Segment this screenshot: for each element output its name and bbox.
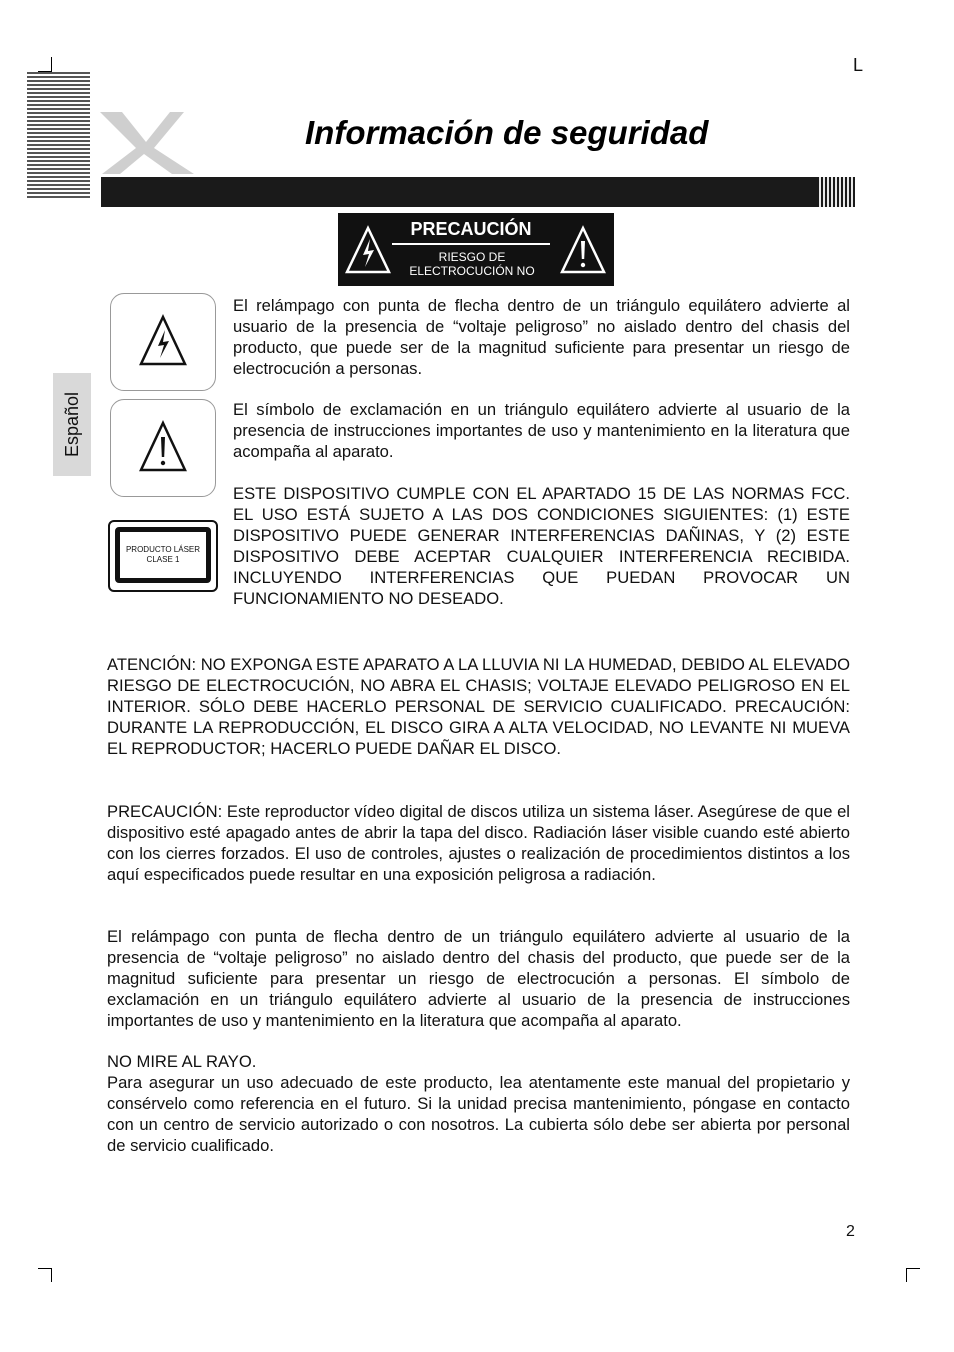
ray-paragraph: Para asegurar un uso adecuado de este producto, lea atentamente este manual del propietario y consérvelo como referencia en el futuro. Si la unidad precisa mantenimiento, póngase en contacto con un centro de servicio autorizado o con nosotros. La cubierta sólo debe ser abierta por personal de servicio cualificado. bbox=[107, 1073, 850, 1155]
laser-class-label bbox=[108, 520, 218, 592]
symbols-paragraph: El relámpago con punta de flecha dentro de un triángulo equilátero advierte al usuario de la presencia de “voltaje peligroso” no aislado dentro del chasis del producto, que puede ser de la magnitud suficiente para presentar un riesgo de electrocución a personas. El símbolo de exclamación en un triángulo equilátero advierte al usuario de la presencia de instrucciones importantes de uso y mantenimiento en la literatura que acompaña al aparato. bbox=[107, 927, 850, 1030]
page-number: 2 bbox=[846, 1223, 855, 1240]
fcc-paragraph: ESTE DISPOSITIVO CUMPLE CON EL APARTADO 15 DE LAS NORMAS FCC. EL USO ESTÁ SUJETO A LAS DOS CONDICIONES SIGUIENTES: (1) ESTE DISPOSITIVO PUEDE GENERAR INTERFERENCIAS DAÑINAS, Y (2) ESTE DISPOSITIVO DEBE ACEPTAR CUALQUIER INTERFERENCIA RECIBIDA. INCLUYENDO INTERFERENCIAS QUE PUEDAN PROVOCAR UN FUNCIONAMIENTO NO DESEADO. bbox=[233, 484, 850, 608]
exclamation-symbol-box bbox=[110, 399, 216, 497]
title-bar bbox=[101, 177, 855, 207]
crop-mark-bottom-right-v bbox=[906, 1268, 907, 1282]
title-bar-pattern bbox=[819, 177, 855, 207]
brand-stripes bbox=[27, 72, 90, 200]
exclamation-triangle-icon bbox=[138, 420, 188, 474]
attention-paragraph: ATENCIÓN: NO EXPONGA ESTE APARATO A LA LLUVIA NI LA HUMEDAD, DEBIDO AL ELEVADO RIESGO DE ELECTROCUCIÓN, NO ABRA EL CHASIS; VOLTAJE ELEVADO PELIGROSO EN EL INTERIOR. SÓLO DEBE HACERLO PERSONAL DE SERVICIO CUALIFICADO. PRECAUCIÓN: DURANTE LA REPRODUCCIÓN, EL DISCO GIRA A ALTA VELOCIDAD, NO LEVANTE NI MUEVA EL REPRODUCTOR; HACERLO PUEDE DAÑAR EL DISCO. bbox=[107, 655, 850, 758]
caution-subtext: RIESGO DE ELECTROCUCIÓN NO bbox=[409, 250, 535, 278]
lightning-symbol-box bbox=[110, 293, 216, 391]
ray-section bbox=[107, 1051, 850, 1156]
lightning-triangle-icon bbox=[345, 225, 391, 275]
caution-label bbox=[338, 213, 614, 286]
caution-heading: PRECAUCIÓN bbox=[410, 219, 532, 239]
caution-rule bbox=[392, 243, 550, 245]
page-title: Información de seguridad bbox=[305, 114, 709, 151]
laser-caution-paragraph: PRECAUCIÓN: Este reproductor vídeo digital de discos utiliza un sistema láser. Asegúrese de que el dispositivo esté apagado antes de abrir la tapa del disco. Radiación láser visible cuando esté abierto con los cierres forzados. El uso de controles, ajustes o realización de procedimientos distintos a los aquí especificados puede resultar en una exposición peligrosa a radiación. bbox=[107, 802, 850, 884]
crop-mark-bottom-right-h bbox=[906, 1268, 920, 1269]
exclamation-paragraph: El símbolo de exclamación en un triángulo equilátero advierte al usuario de la presencia de instrucciones importantes de uso y mantenimiento en la literatura que acompaña al aparato. bbox=[233, 400, 850, 461]
brand-x-logo bbox=[98, 108, 198, 178]
exclamation-triangle-icon bbox=[560, 225, 606, 275]
language-tab[interactable] bbox=[53, 373, 91, 476]
crop-mark-top-left-v bbox=[51, 57, 52, 71]
crop-mark-bottom-left-h bbox=[38, 1268, 52, 1269]
language-tab-label: Español bbox=[62, 391, 82, 458]
lightning-paragraph: El relámpago con punta de flecha dentro de un triángulo equilátero advierte al usuario de la presencia de “voltaje peligroso” no aislado dentro del chasis del producto, que puede ser de la magnitud suficiente para presentar un riesgo de electrocución a personas. bbox=[233, 296, 850, 378]
laser-class-text: PRODUCTO LÁSER CLASE 1 bbox=[115, 527, 211, 583]
crop-mark-bottom-left-v bbox=[51, 1268, 52, 1282]
ray-heading: NO MIRE AL RAYO. bbox=[107, 1052, 257, 1071]
lightning-triangle-icon bbox=[138, 314, 188, 368]
corner-mark: L bbox=[853, 55, 864, 75]
